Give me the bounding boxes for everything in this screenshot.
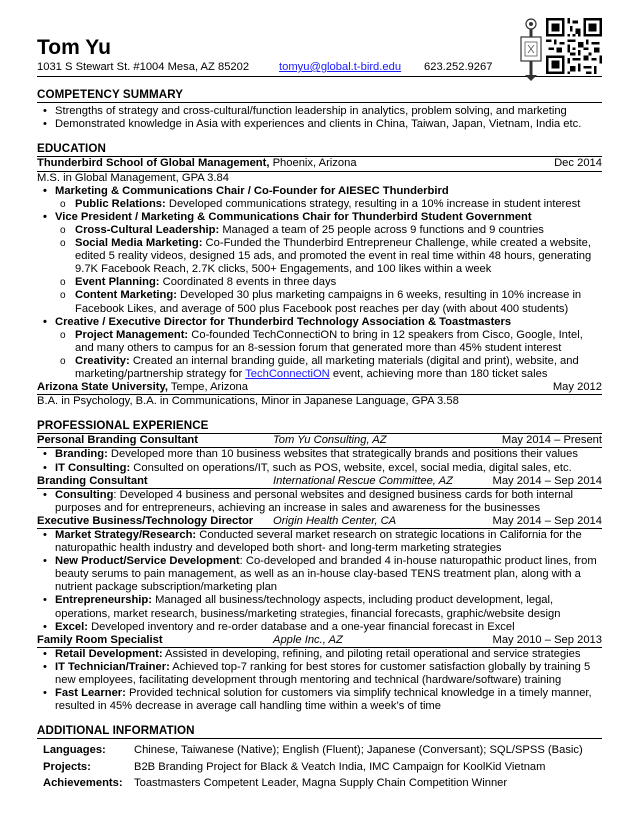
competency-heading: COMPETENCY SUMMARY: [37, 88, 602, 103]
list-item: • Strengths of strategy and cross-cultural/function leadership in analytics, problem solving, and marketing: [37, 105, 602, 118]
tbird-roles: [37, 185, 602, 381]
job-org: International Rescue Committee, AZ: [273, 474, 453, 487]
role-title: • Creative / Executive Director for Thunderbird Technology Association & Toastmasters: [37, 316, 602, 329]
school-name: Arizona State University,: [37, 381, 168, 394]
education-heading: EDUCATION: [37, 142, 602, 157]
list-item: • Market Strategy/Research: Conducted several market research on strategic locations in California for the naturopathic health industry and developed both short- and long-term marketing strategies: [37, 529, 602, 555]
phone: 623.252.9267: [424, 61, 493, 73]
techconnection-link[interactable]: TechConnectiON: [245, 367, 330, 380]
role-detail: o Project Management: Co-founded TechConnectiON to bring in 12 speakers from Cisco, Google, Intel, and many others to campus for an 8-session forum that generated more than 45% student interest: [37, 329, 602, 355]
role-detail: o Public Relations: Developed communications strategy, resulting in a 10% increase in student interest: [37, 198, 602, 211]
job-org: Apple Inc., AZ: [273, 633, 343, 646]
list-item: • Demonstrated knowledge in Asia with experiences and clients in China, Taiwan, Japan, Vietnam, India etc.: [37, 118, 602, 131]
job-date: May 2014 – Sep 2014: [492, 474, 602, 487]
degree: M.S. in Global Management, GPA 3.84: [37, 171, 229, 184]
info-label: Projects:: [43, 760, 91, 773]
role-detail: o Social Media Marketing: Co-Funded the Thunderbird Entrepreneur Challenge, while created a website, edited 5 reality videos, designed 15 ads, and promoted the event in real time within 48 hours, generating 9.7K Facebook Reach, 2.7K clicks, 500+ Engagements, and 100 likes within a week: [37, 237, 602, 276]
professional-heading: PROFESSIONAL EXPERIENCE: [37, 419, 602, 434]
role-detail: o Content Marketing: Developed 30 plus marketing campaigns in 6 weeks, resulting in 10% increase in Facebook Likes, and average of 500 plus Facebook post reaches per day (with about 400 students): [37, 289, 602, 315]
role-title: • Vice President / Marketing & Communications Chair for Thunderbird Student Government: [37, 211, 602, 224]
job-header: [37, 434, 602, 448]
list-item: • Excel: Developed inventory and re-order database and a one-year financial forecast in Excel: [37, 621, 602, 634]
job-org: Tom Yu Consulting, AZ: [273, 434, 387, 447]
job-org: Origin Health Center, CA: [273, 514, 397, 527]
info-label: Achievements:: [43, 777, 123, 790]
additional-info: [37, 742, 602, 792]
job-bullets: [37, 448, 602, 474]
additional-heading: ADDITIONAL INFORMATION: [37, 724, 602, 739]
job-bullets: [37, 529, 602, 634]
crest-logo-icon: [520, 17, 542, 83]
competency-list: [37, 105, 602, 131]
qr-code-icon: [546, 18, 602, 74]
school-location: Tempe, Arizona: [167, 381, 248, 394]
job-header: [37, 475, 602, 489]
list-item: • New Product/Service Development: Co-developed and branded 4 in-house naturopathic product lines, from beauty serums to pain management, as well as an in-house clay-based TENS treatment plan, along with a nutrient package subscription/marketing plan: [37, 555, 602, 594]
school-location: Phoenix, Arizona: [269, 157, 357, 170]
list-item: • Consulting: Developed 4 business and personal websites and designed business cards for both internal purposes and for entrepreneurs, achieving an increase in sales and awareness for the businesses: [37, 489, 602, 515]
list-item: • Fast Learner: Provided technical solution for customers via simplify technical knowledge in a timely manner, resulted in 45% decrease in average call handling time within a week’s of time: [37, 687, 602, 713]
job-header: [37, 515, 602, 529]
list-item: • Branding: Developed more than 10 business websites that strategically brands and positions their values: [37, 448, 602, 461]
info-label: Languages:: [43, 744, 106, 757]
job-title: Executive Business/Technology Director: [37, 514, 254, 527]
job-title: Personal Branding Consultant: [37, 434, 198, 447]
job-header: [37, 634, 602, 648]
list-item: • Retail Development: Assisted in developing, refining, and piloting retail operational and service strategies: [37, 648, 602, 661]
list-item: • Entrepreneurship: Managed all business/technology aspects, including product development, legal, operations, market research, business/marketing strategies, financial forecasts, graphic/website design: [37, 594, 602, 620]
role-title: • Marketing & Communications Chair / Co-Founder for AIESEC Thunderbird: [37, 185, 602, 198]
contact-line: [37, 61, 602, 74]
list-item: • IT Consulting: Consulted on operations/IT, such as POS, website, excel, social media, digital sales, etc.: [37, 462, 602, 475]
job-bullets: [37, 648, 602, 713]
job-date: May 2010 – Sep 2013: [492, 633, 602, 646]
school-date: May 2012: [552, 381, 602, 394]
email-link[interactable]: tomyu@global.t-bird.edu: [279, 61, 402, 73]
job-date: May 2014 – Present: [501, 434, 602, 447]
job-date: May 2014 – Sep 2014: [492, 514, 602, 527]
info-value: Toastmasters Competent Leader, Magna Supply Chain Competition Winner: [134, 777, 508, 790]
job-title: Family Room Specialist: [37, 633, 163, 646]
list-item: • IT Technician/Trainer: Achieved top-7 ranking for best stores for customer satisfaction globally by training 5 new employees, facilitating development through mentoring and technical (hardware/software) training: [37, 661, 602, 687]
role-detail: o Event Planning: Coordinated 8 events in three days: [37, 276, 602, 289]
degree: B.A. in Psychology, B.A. in Communications, Minor in Japanese Language, GPA 3.58: [37, 395, 459, 408]
info-value: Chinese, Taiwanese (Native); English (Fluent); Japanese (Conversant); SQL/SPSS (Basic): [134, 744, 583, 757]
resume-page: [37, 14, 602, 792]
role-detail: o Cross-Cultural Leadership: Managed a team of 25 people across 9 functions and 9 countries: [37, 224, 602, 237]
candidate-name: Tom Yu: [37, 36, 111, 59]
role-detail: o Creativity: Created an internal branding guide, all marketing materials (digital and print), website, and marketing/partnership strategy for TechConnectiON event, achieving more than 180 ticket sales: [37, 355, 602, 381]
info-value: B2B Branding Project for Black & Veatch India, IMC Campaign for KoolKid Vietnam: [134, 760, 546, 773]
school-date: Dec 2014: [554, 157, 602, 170]
address: 1031 S Stewart St. #1004 Mesa, AZ 85202: [37, 61, 250, 73]
tbird-header: [37, 157, 602, 171]
school-name: Thunderbird School of Global Management,: [37, 157, 270, 170]
header-divider: [37, 76, 602, 77]
job-bullets: [37, 489, 602, 515]
job-title: Branding Consultant: [37, 474, 148, 487]
asu-header: [37, 381, 602, 395]
